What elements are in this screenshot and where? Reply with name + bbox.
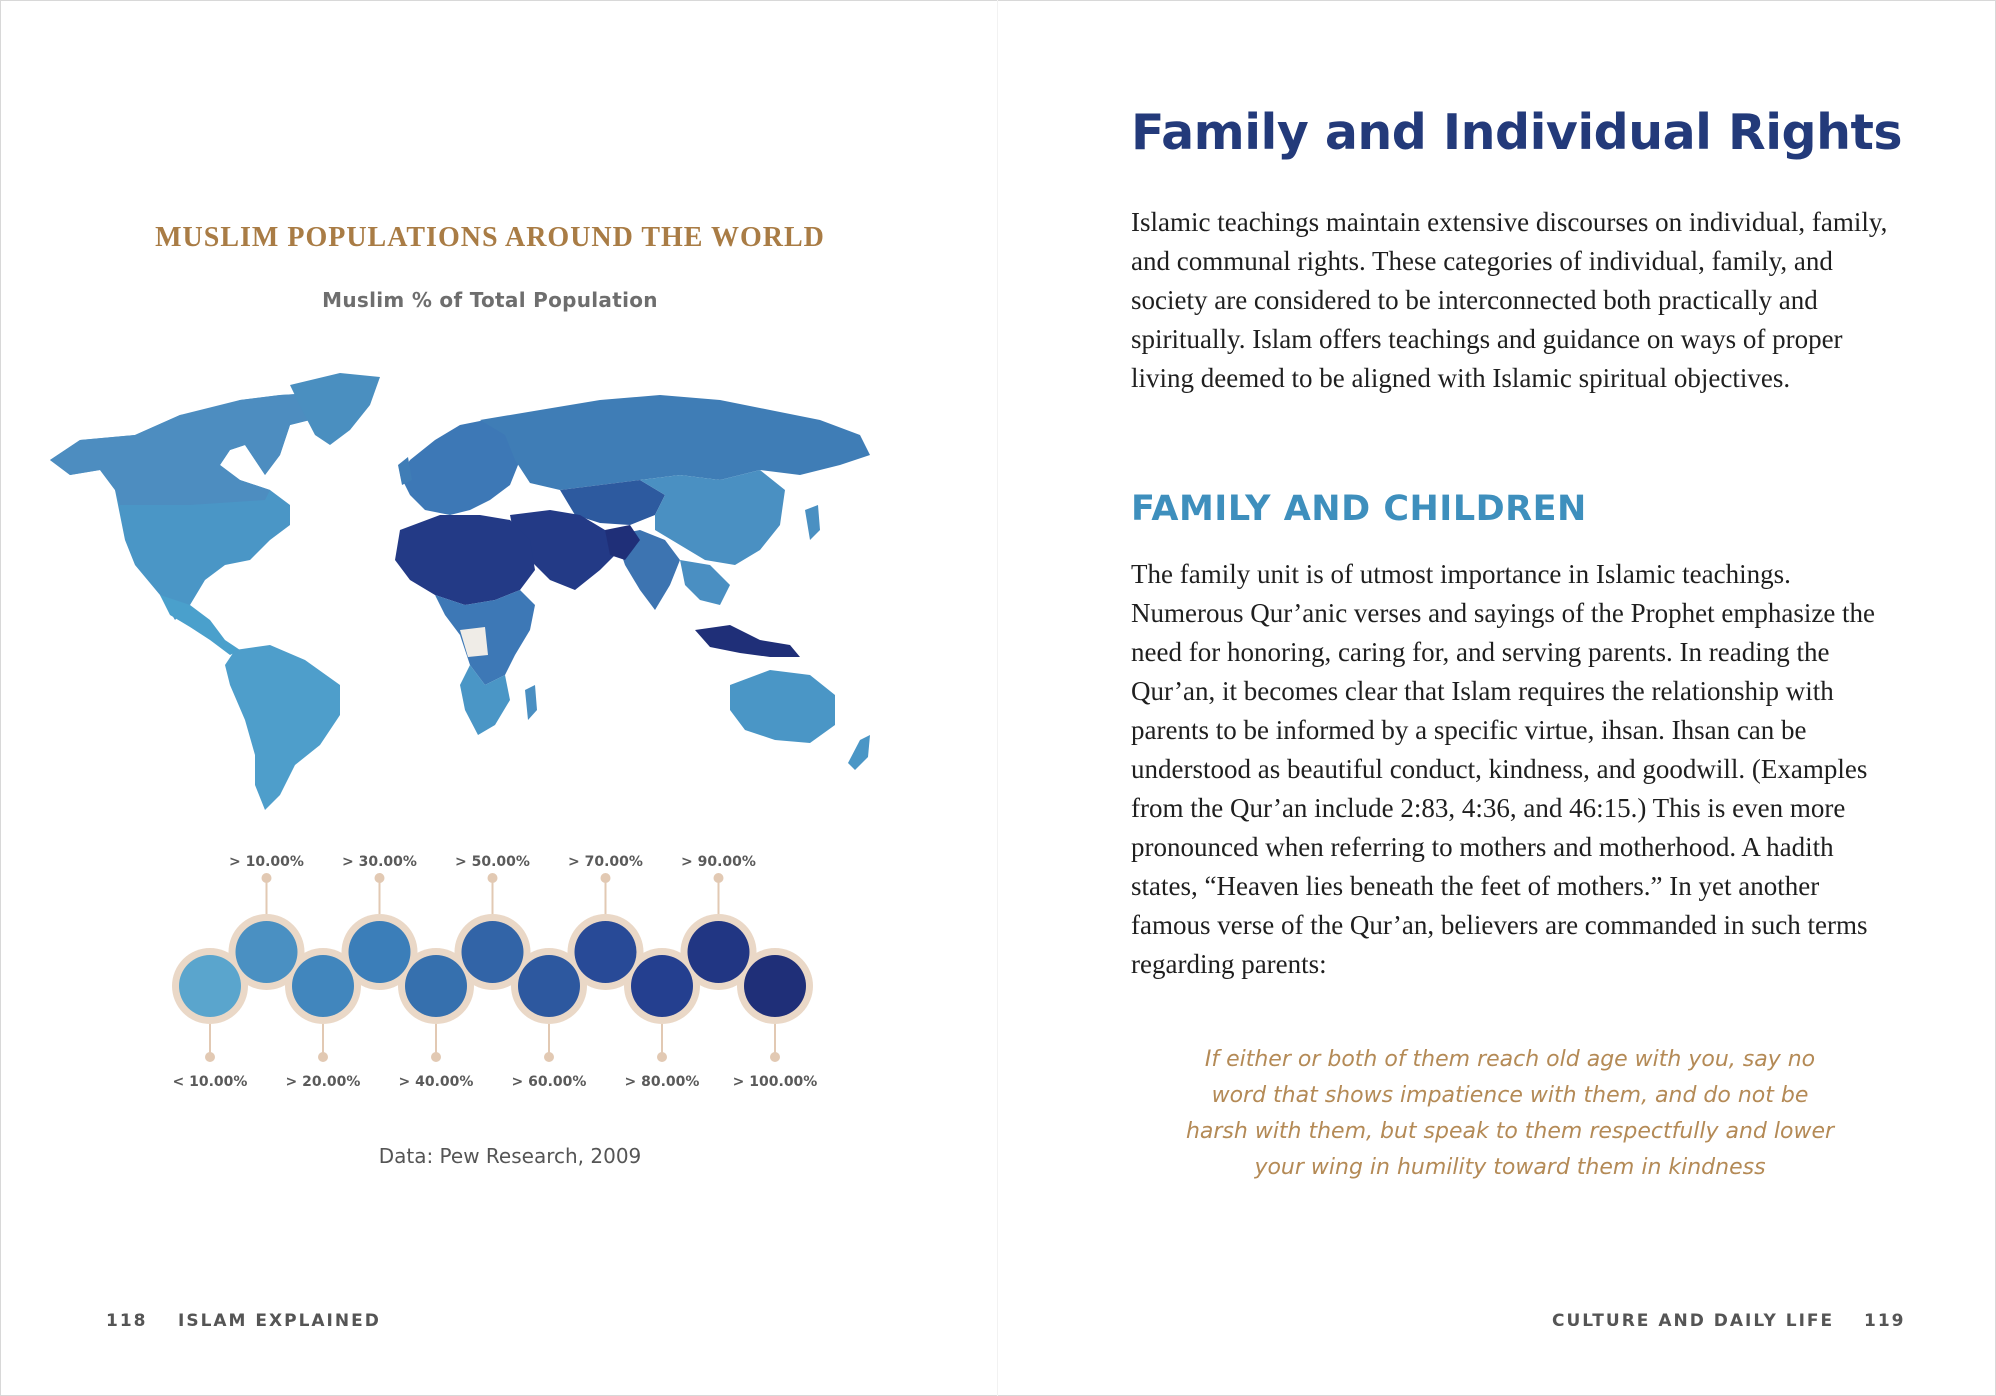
map-europe: [400, 420, 520, 515]
legend-bubble: [631, 955, 693, 1017]
map-greenland: [290, 373, 380, 445]
legend-bubble: [349, 921, 411, 983]
map-white-area: [460, 627, 488, 657]
legend-stem-dot: [770, 1052, 780, 1062]
page-gutter: [997, 0, 998, 1396]
legend-stem-dot: [318, 1052, 328, 1062]
legend-stem-dot: [205, 1052, 215, 1062]
page-title: Family and Individual Rights: [1131, 104, 1903, 161]
legend-label: > 50.00%: [455, 854, 530, 870]
legend-label: > 100.00%: [732, 1074, 818, 1090]
legend-stem-dot: [375, 873, 385, 883]
legend-label: > 70.00%: [568, 854, 643, 870]
legend-stem-dot: [262, 873, 272, 883]
body-paragraph: The family unit is of utmost importance in Islamic teachings. Numerous Qur’anic verses and sayings of the Prophet emphasize the need for honoring, caring for, and serving parents. In reading the Qur’an, it becomes clear that Islam requires the relationship with parents to be informed by a specific virtue, ihsan. Ihsan can be understood as beautiful conduct, kindness, and goodwill. (Examples from the Qur’an include 2:83, 4:36, and 46:15.) This is even more pronounced when referring to mothers and motherhood. A hadith states, “Heaven lies beneath the feet of mothers.” In yet another famous verse of the Qur’an, believers are commanded in such terms regarding parents:: [1131, 559, 1876, 979]
legend-stem-dot: [714, 873, 724, 883]
map-madagascar: [525, 685, 537, 720]
quran-quote: If either or both of them reach old age with you, say no word that shows impatience with them, and do not be harsh with them, but speak to them respectfully and lower your wing in humility toward them in kindness: [1185, 1047, 1835, 1180]
legend-bubble: [688, 921, 750, 983]
legend-bubble: [575, 921, 637, 983]
legend-label: > 80.00%: [624, 1074, 700, 1090]
running-head-right: CULTURE AND DAILY LIFE: [1552, 1311, 1835, 1331]
legend-stem-dot: [488, 873, 498, 883]
map-indonesia: [695, 625, 800, 657]
legend-bubble: [179, 955, 241, 1017]
world-map: [40, 365, 920, 815]
legend-bubble: [292, 955, 354, 1017]
legend-stem-dot: [544, 1052, 554, 1062]
page-number-left: 118: [106, 1311, 148, 1331]
map-new-zealand: [848, 735, 870, 770]
legend-layer: [172, 854, 817, 1090]
map-north-africa: [395, 515, 535, 605]
map-subtitle: Muslim % of Total Population: [322, 288, 658, 312]
page-number-right: 119: [1864, 1311, 1906, 1331]
legend-label: > 40.00%: [398, 1074, 474, 1090]
legend-label: > 10.00%: [229, 854, 304, 870]
map-canada: [50, 393, 330, 505]
legend-label: > 30.00%: [342, 854, 417, 870]
legend-label: > 60.00%: [511, 1074, 587, 1090]
legend-bubble: [236, 921, 298, 983]
legend-bubble: [462, 921, 524, 983]
legend-bubble: [405, 955, 467, 1017]
legend-stem-dot: [657, 1052, 667, 1062]
legend-bubble: [744, 955, 806, 1017]
map-southeast-asia: [680, 560, 730, 605]
map-south-america: [225, 645, 340, 810]
legend-stem-dot: [601, 873, 611, 883]
map-central-america: [160, 595, 240, 655]
running-head-left: ISLAM EXPLAINED: [178, 1311, 381, 1331]
legend: [160, 840, 820, 1110]
section-heading: FAMILY AND CHILDREN: [1131, 489, 1587, 529]
legend-label: > 90.00%: [681, 854, 756, 870]
legend-label: < 10.00%: [172, 1074, 248, 1090]
map-australia: [730, 670, 835, 743]
legend-label: > 20.00%: [285, 1074, 361, 1090]
map-japan: [805, 505, 820, 540]
map-title: MUSLIM POPULATIONS AROUND THE WORLD: [155, 222, 825, 253]
legend-bubble: [518, 955, 580, 1017]
intro-paragraph: Islamic teachings maintain extensive discourses on individual, family, and communal rights. These categories of individual, family, and society are considered to be interconnected both practically and spiritually. Islam offers teachings and guidance on ways of proper living deemed to be aligned with Islamic spiritual objectives.: [1131, 207, 1888, 393]
data-source: Data: Pew Research, 2009: [378, 1144, 642, 1168]
legend-stem-dot: [431, 1052, 441, 1062]
